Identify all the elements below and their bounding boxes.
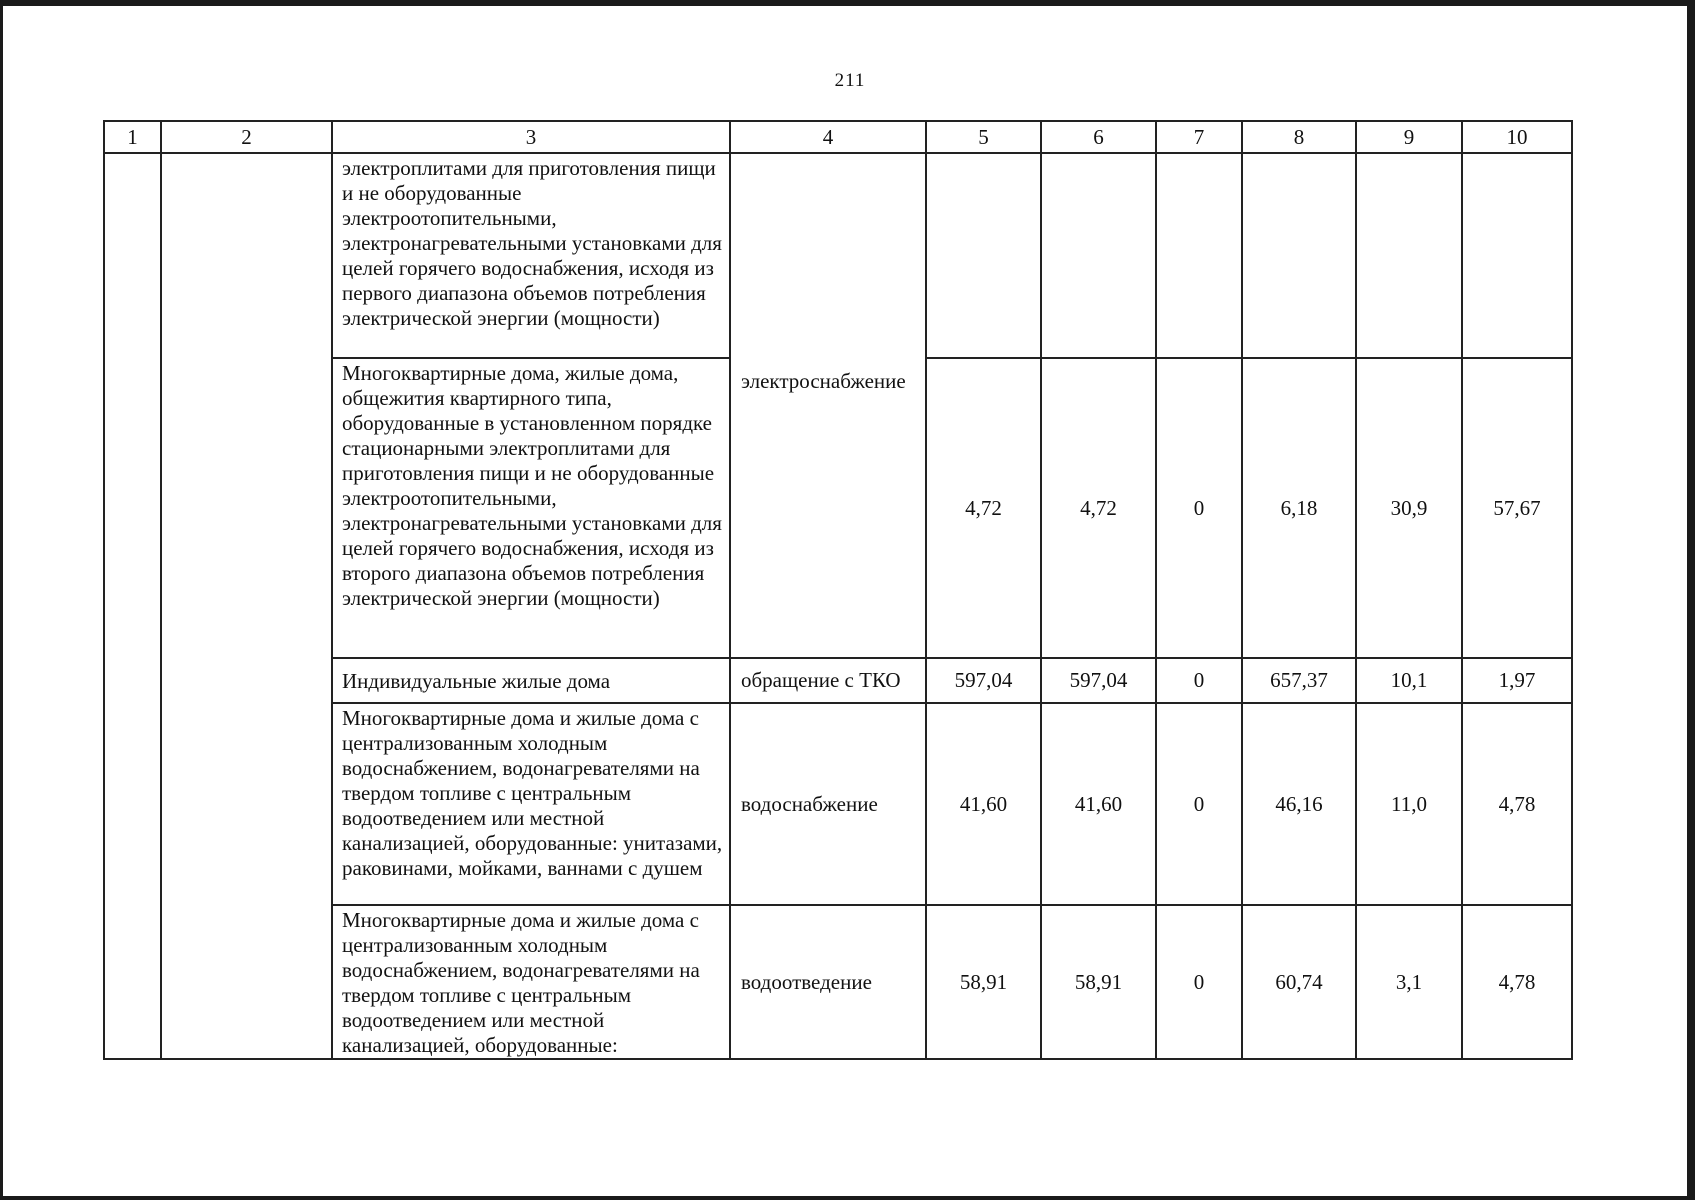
header-cell: 4 [730,121,926,153]
value-cell: 4,78 [1462,703,1572,905]
value-cell: 41,60 [926,703,1041,905]
value-cell [1356,153,1462,358]
header-cell: 3 [332,121,730,153]
col1-cell [104,153,161,1059]
scan-border-right [1687,0,1695,1200]
value-cell: 0 [1156,703,1242,905]
scan-border-top [0,0,1695,6]
value-cell [1242,153,1356,358]
col2-cell [161,153,332,1059]
row-description: Многоквартирные дома и жилые дома с централизованным холодным водоснабжением, водонагревателями на твердом топливе с центральным водоотведением или местной канализацией, оборудованные: унитазами, раковинами, мойками, ваннами с душем [332,703,730,905]
value-cell: 4,72 [1041,358,1156,658]
value-cell: 597,04 [1041,658,1156,703]
header-cell: 10 [1462,121,1572,153]
header-cell: 9 [1356,121,1462,153]
value-cell [926,153,1041,358]
value-cell: 4,78 [1462,905,1572,1059]
value-cell: 57,67 [1462,358,1572,658]
row-description: Индивидуальные жилые дома [332,658,730,703]
row-service [730,153,926,658]
value-cell: 11,0 [1356,703,1462,905]
value-cell: 41,60 [1041,703,1156,905]
row-service: водоснабжение [730,703,926,905]
row-service: водоотведение [730,905,926,1059]
header-cell: 2 [161,121,332,153]
value-cell [1041,153,1156,358]
value-cell: 4,72 [926,358,1041,658]
value-cell: 6,18 [1242,358,1356,658]
value-cell: 60,74 [1242,905,1356,1059]
value-cell: 58,91 [1041,905,1156,1059]
row-service: обращение с ТКО [730,658,926,703]
header-cell: 5 [926,121,1041,153]
scan-border-left [0,0,3,1200]
page-number: 211 [834,70,866,91]
value-cell: 0 [1156,358,1242,658]
header-cell: 1 [104,121,161,153]
value-cell: 1,97 [1462,658,1572,703]
row-description: электроплитами для приготовления пищи и не оборудованные электроотопительными, электронагревательными установками для целей горячего водоснабжения, исходя из первого диапазона объемов потребления электрической энергии (мощности) [332,153,730,358]
value-cell: 30,9 [1356,358,1462,658]
value-cell: 3,1 [1356,905,1462,1059]
value-cell [1462,153,1572,358]
header-cell: 6 [1041,121,1156,153]
value-cell: 657,37 [1242,658,1356,703]
header-cell: 8 [1242,121,1356,153]
scan-border-bottom [0,1196,1695,1200]
table-row [104,153,1572,358]
value-cell: 597,04 [926,658,1041,703]
service-label: электроснабжение [741,369,906,393]
value-cell: 0 [1156,658,1242,703]
tariff-table [103,120,1573,1060]
row-description: Многоквартирные дома и жилые дома с централизованным холодным водоснабжением, водонагревателями на твердом топливе с центральным водоотведением или местной канализацией, оборудованные: [332,905,730,1059]
value-cell [1156,153,1242,358]
value-cell: 58,91 [926,905,1041,1059]
value-cell: 0 [1156,905,1242,1059]
header-cell: 7 [1156,121,1242,153]
value-cell: 46,16 [1242,703,1356,905]
value-cell: 10,1 [1356,658,1462,703]
row-description: Многоквартирные дома, жилые дома, общежития квартирного типа, оборудованные в установленном порядке стационарными электроплитами для приготовления пищи и не оборудованные электроотопительными, электронагревательными установками для целей горячего водоснабжения, исходя из второго диапазона объемов потребления электрической энергии (мощности) [332,358,730,658]
header-row [104,121,1572,153]
